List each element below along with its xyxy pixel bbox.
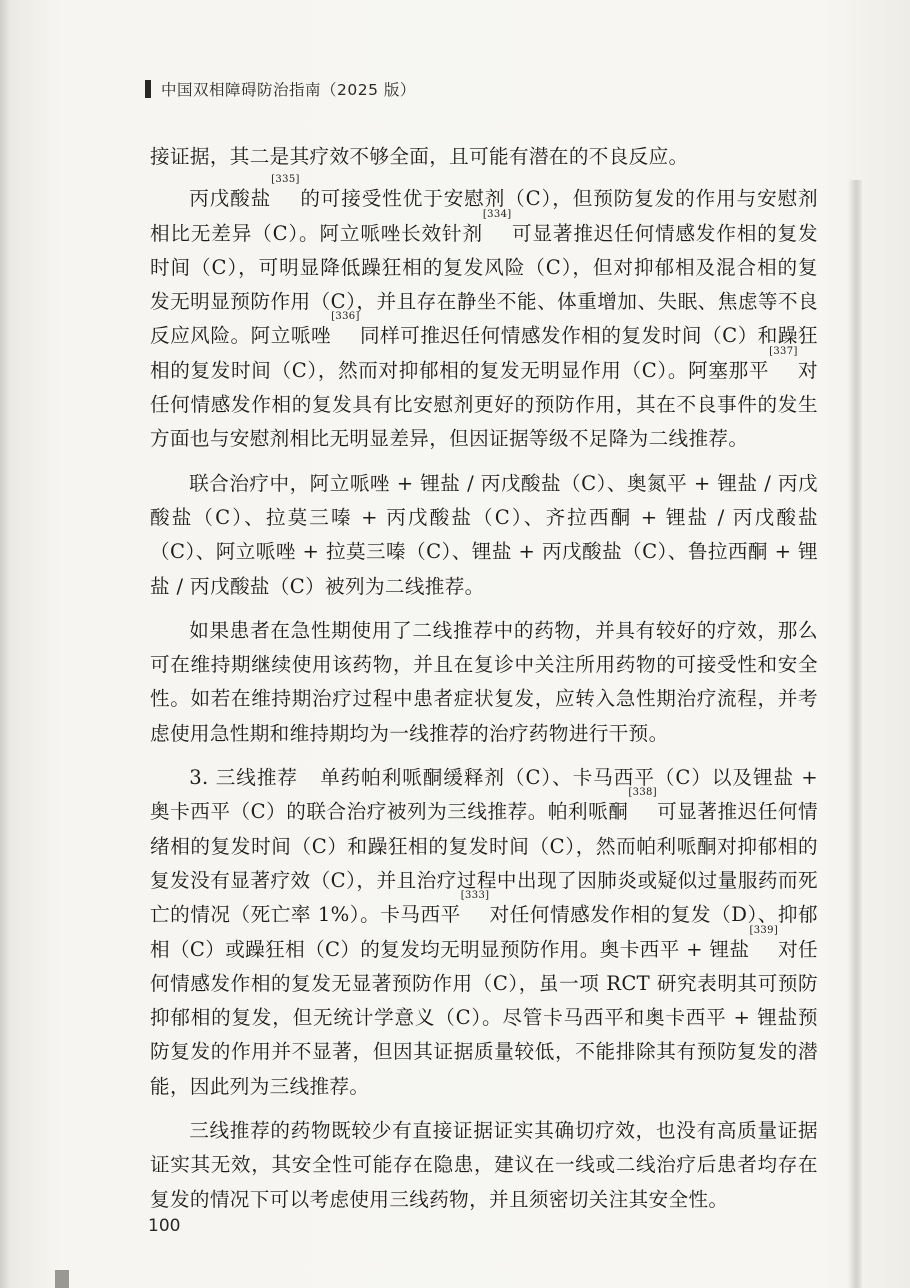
binding-shadow — [0, 0, 10, 1288]
paragraph-3 — [150, 467, 818, 604]
citation-ref: [337] — [769, 345, 798, 357]
paragraph-2 — [150, 174, 819, 456]
citation-ref: [338] — [628, 787, 657, 799]
paragraph-text: 联合治疗中，阿立哌唑 + 锂盐 / 丙戊酸盐（C）、奥氮平 + 锂盐 / 丙戊酸盐（C）、拉莫三嗪 + 丙戊酸盐（C）、齐拉西酮 + 锂盐 / 丙戊酸盐（C）、阿立哌唑 + 拉莫三嗪（C）、锂盐 + 丙戊酸盐（C）、鲁拉西酮 + 锂盐 / 丙戊酸盐（C）被列为二线推荐。 — [150, 471, 818, 598]
scan-edge-mark — [55, 1270, 69, 1288]
paragraph-text: 三线推荐的药物既较少有直接证据证实其确切疗效，也没有高质量证据证实其无效，其安全性可能存在隐患，建议在一线或二线治疗后患者均存在复发的情况下可以考虑使用三线药物，并且须密切关注其安全性。 — [150, 1119, 818, 1211]
citation-ref: [334] — [482, 208, 512, 220]
header-title: 中国双相障碍防治指南（2025 版） — [161, 81, 416, 99]
citation-ref: [335] — [271, 174, 300, 186]
paragraph-text: 对任何情感发作相的复发具有比安慰剂更好的预防作用，其在不良事件的发生方面也与安慰剂相比无明显差异，但因证据等级不足降为二线推荐。 — [150, 358, 818, 451]
body-text — [150, 140, 818, 1227]
paragraph-6 — [150, 1114, 818, 1217]
paragraph-4 — [150, 614, 818, 751]
paragraph-text: 单药帕利哌酮缓释剂（C）、卡马西平（C）以及锂盐 + 奥卡西平（C）的联合治疗被列为三线推荐。帕利哌酮 — [150, 766, 818, 824]
citation-ref: [336] — [331, 311, 360, 323]
page-edge-shadow — [848, 180, 862, 1288]
paragraph-text: 的可接受性优于安慰剂（C），但预防复发的作用与安慰剂相比无差异（C）。阿立哌唑长效针剂 — [150, 187, 818, 245]
paragraph-5 — [150, 761, 818, 1104]
citation-ref: [339] — [749, 924, 779, 936]
paragraph-text: 可显著推迟任何情感发作相的复发时间（C），可明显降低躁狂相的复发风险（C），但对抑郁相及混合相的复发无明显预防作用（C），并且存在静坐不能、体重增加、失眠、焦虑等不良反应风险。阿立哌唑 — [150, 221, 818, 348]
header-bar-icon — [145, 80, 151, 98]
paragraph-text: 接证据，其二是其疗效不够全面，且可能有潜在的不良反应。 — [150, 145, 689, 168]
citation-ref: [333] — [460, 890, 490, 902]
paragraph-text: 可显著推迟任何情绪相的复发时间（C）和躁狂相的复发时间（C），然而帕利哌酮对抑郁相的复发没有显著疗效（C），并且治疗过程中出现了因肺炎或疑似过量服药而死亡的情况（死亡率 1%）。卡马西平 — [150, 800, 818, 927]
paragraph-text: 对任何情感发作相的复发无显著预防作用（C），虽一项 RCT 研究表明其可预防抑郁相的复发，但无统计学意义（C）。尽管卡马西平和奥卡西平 + 锂盐预防复发的作用并不显著，但因其证据质量较低，不能排除其有预防复发的潜能，因此列为三线推荐。 — [150, 937, 819, 1098]
paragraph-1 — [150, 140, 818, 174]
paragraph-text: 丙戊酸盐 — [189, 187, 272, 211]
paragraph-text: 同样可推迟任何情感发作相的复发时间（C）和躁狂相的复发时间（C），然而对抑郁相的复发无明显作用（C）。阿塞那平 — [150, 324, 819, 382]
page-number: 100 — [148, 1216, 181, 1236]
running-header — [145, 78, 416, 100]
paragraph-text: 如果患者在急性期使用了二线推荐中的药物，并具有较好的疗效，那么可在维持期继续使用该药物，并且在复诊中关注所用药物的可接受性和安全性。如若在维持期治疗过程中患者症状复发，应转入急性期治疗流程，并考虑使用急性期和维持期均为一线推荐的治疗药物进行干预。 — [150, 618, 818, 745]
paragraph-text: 对任何情感发作相的复发（D）、抑郁相（C）或躁狂相（C）的复发均无明显预防作用。奥卡西平 + 锂盐 — [150, 903, 818, 961]
section-heading: 3. 三线推荐 — [189, 766, 298, 790]
